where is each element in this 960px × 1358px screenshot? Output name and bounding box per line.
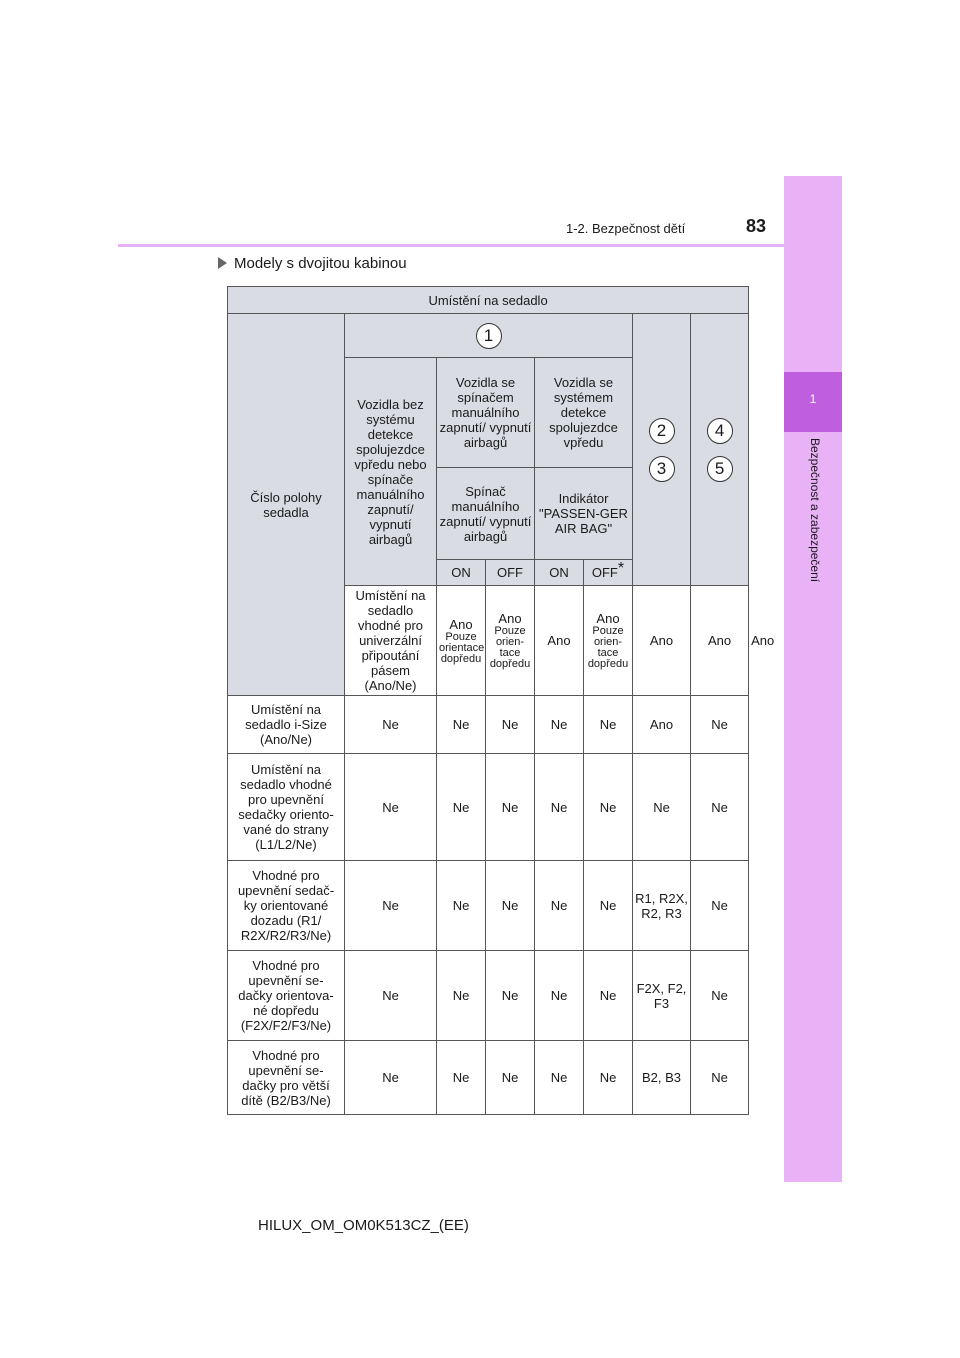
group-detection-system: Vozidla se systémem detekce spolujezdce vpředu: [535, 358, 633, 468]
table-cell: Ne: [584, 1041, 633, 1115]
table-cell: Ne: [486, 754, 535, 861]
table-cell: [437, 586, 486, 696]
table-cell: Ne: [345, 861, 437, 951]
row-label: Vhodné pro upevnění se- dačky pro větší dítě (B2/B3/Ne): [228, 1041, 345, 1115]
position-4-badge: 4: [707, 418, 733, 444]
header-rule: [118, 244, 784, 247]
table-cell: Ano: [633, 696, 691, 754]
table-cell: Ne: [691, 1041, 749, 1115]
table-cell: Ne: [535, 754, 584, 861]
table-row: [228, 861, 749, 951]
side-tab-background: [784, 176, 842, 1182]
table-cell: Ne: [437, 696, 486, 754]
table-cell: Ne: [584, 951, 633, 1041]
position-1-badge: 1: [476, 323, 502, 349]
state-off-2: [584, 560, 633, 586]
table-row: Umístění na sedadlo vhodné pro univerzální připoutání pásem (Ano/Ne) Ano Pouze orientace dopředu Ano Pouze orien- tace dopředu Ano Ano Pouze orien- tace dopředu Ano Ano Ano: [228, 586, 749, 696]
table-cell: Ne: [486, 861, 535, 951]
table-cell: Ne: [584, 754, 633, 861]
table-cell: Ne: [345, 951, 437, 1041]
table-cell: Ne: [437, 861, 486, 951]
table-cell: Ne: [535, 861, 584, 951]
table-row: [228, 754, 749, 861]
sub-manual-switch: Spínač manuálního zapnutí/ vypnutí airbagů: [437, 468, 535, 560]
group-manual-switch: Vozidla se spínačem manuálního zapnutí/ vypnutí airbagů: [437, 358, 535, 468]
table-row: [228, 696, 749, 754]
cell-value: Ano: [449, 616, 473, 632]
seat-number-label: Číslo polohy sedadla: [228, 314, 345, 696]
position-3-badge: 3: [649, 456, 675, 482]
state-on-2: ON: [535, 560, 584, 586]
table-cell: R1, R2X, R2, R3: [633, 861, 691, 951]
table-cell: Ne: [345, 754, 437, 861]
triangle-bullet-icon: [218, 257, 227, 269]
table-row: [228, 1041, 749, 1115]
table-cell: Ne: [486, 951, 535, 1041]
chapter-title: Bezpečnost a zabezpečení: [808, 438, 822, 583]
position-5-badge: 5: [707, 456, 733, 482]
table-cell: Ne: [691, 861, 749, 951]
table-cell: Ne: [633, 754, 691, 861]
table-cell: Ne: [691, 951, 749, 1041]
chapter-number: 1: [809, 392, 817, 406]
table-cell: Ne: [535, 951, 584, 1041]
table-cell: Ne: [437, 1041, 486, 1115]
position-1-header: [345, 314, 633, 358]
table-top-header: Umístění na sedadlo: [228, 287, 749, 314]
table-cell: B2, B3: [633, 1041, 691, 1115]
cell-note: Pouze orien- tace dopředu: [587, 625, 629, 670]
cell-note: Pouze orientace dopředu: [439, 630, 485, 665]
page-number: 83: [746, 216, 767, 236]
state-off-2-label: OFF: [591, 565, 618, 580]
table-cell: Ano: [691, 586, 749, 696]
sub-indicator: Indikátor "PASSEN-GER AIR BAG": [535, 468, 633, 560]
state-off-1: OFF: [486, 560, 535, 586]
group-no-detection: Vozidla bez systému detekce spolujezdce vpředu nebo spínače manuálního zapnutí/ vypnutí airbagů: [345, 358, 437, 586]
positions-4-5-header: [691, 314, 749, 586]
table-cell: Ne: [535, 1041, 584, 1115]
row-label: Umístění na sedadlo i-Size (Ano/Ne): [228, 696, 345, 754]
table-cell: Ne: [345, 696, 437, 754]
table-cell: Ne: [486, 696, 535, 754]
row-label: Umístění na sedadlo vhodné pro upevnění sedačky oriento- vané do strany (L1/L2/Ne): [228, 754, 345, 861]
seat-position-table: [227, 286, 775, 1115]
row-label: Umístění na sedadlo vhodné pro univerzální připoutání pásem (Ano/Ne): [345, 586, 437, 696]
table-cell: Ne: [486, 1041, 535, 1115]
cell-value: Ano: [498, 611, 522, 626]
table-cell: Ne: [691, 754, 749, 861]
asterisk-mark: *: [617, 560, 625, 577]
cell-note: Pouze orien- tace dopředu: [489, 625, 531, 670]
table-cell: Ne: [437, 754, 486, 861]
table-cell: Ne: [584, 696, 633, 754]
table-cell: Ne: [437, 951, 486, 1041]
position-2-badge: 2: [649, 418, 675, 444]
table-cell: F2X, F2, F3: [633, 951, 691, 1041]
row-label: Vhodné pro upevnění se- dačky orientova- né dopředu (F2X/F2/F3/Ne): [228, 951, 345, 1041]
document-code: HILUX_OM_OM0K513CZ_(EE): [258, 1217, 469, 1234]
table-cell: Ano: [633, 586, 691, 696]
table-cell: [486, 586, 535, 696]
state-on-1: ON: [437, 560, 486, 586]
section-label: 1-2. Bezpečnost dětí: [566, 221, 686, 236]
table-cell: [584, 586, 633, 696]
table-row: [228, 951, 749, 1041]
table-cell: Ne: [345, 1041, 437, 1115]
positions-2-3-header: [633, 314, 691, 586]
table-cell: Ne: [584, 861, 633, 951]
subsection-title: Modely s dvojitou kabinou: [234, 255, 407, 272]
table-cell: Ne: [691, 696, 749, 754]
table-cell: Ne: [535, 696, 584, 754]
cell-value: Ano: [596, 611, 620, 626]
row-label: Vhodné pro upevnění sedač- ky orientované dozadu (R1/ R2X/R2/R3/Ne): [228, 861, 345, 951]
subsection-heading: [218, 255, 407, 272]
table-cell: Ano: [535, 586, 584, 696]
